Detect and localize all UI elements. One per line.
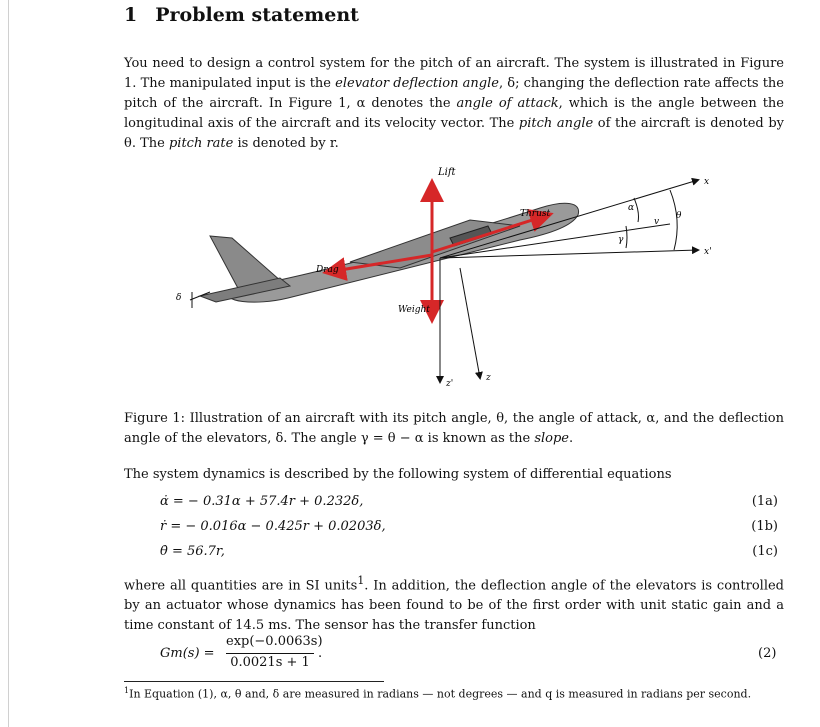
gamma-arc xyxy=(626,226,627,248)
caption-lead: Figure 1: xyxy=(124,411,190,426)
transfer-fraction xyxy=(226,634,323,670)
transfer-denominator: 0.0021s + 1 xyxy=(230,655,310,670)
footnote xyxy=(124,684,751,702)
equation-number-2: (2) xyxy=(758,646,777,661)
equation-body: θ̇ = 56.7r, xyxy=(160,544,225,559)
dynamics-text-1: where all quantities are in SI units xyxy=(124,578,358,594)
x-prime-axis xyxy=(440,250,698,258)
caption-em-slope: slope xyxy=(534,431,569,446)
theta-label: θ xyxy=(676,211,682,221)
equation-number: (1c) xyxy=(752,544,778,559)
intro-text-4: of the aircraft is denoted by θ. The xyxy=(124,116,785,151)
alpha-label: α xyxy=(628,203,635,213)
alpha-arc xyxy=(634,198,639,222)
intro-em-pitch-angle: pitch angle xyxy=(518,116,594,131)
intro-em-pitch-rate: pitch rate xyxy=(168,136,234,151)
equation-1c xyxy=(124,544,778,564)
fraction-bar xyxy=(226,653,314,654)
x-axis xyxy=(440,180,698,258)
z-prime-label: z' xyxy=(446,379,454,389)
section-title: Problem statement xyxy=(155,4,359,26)
equation-number: (1b) xyxy=(751,519,778,534)
thrust-label: Thrust xyxy=(520,209,551,219)
caption-end: . xyxy=(569,431,574,446)
delta-label: δ xyxy=(176,293,182,303)
caption-text: Illustration of an aircraft with its pitch angle, θ, the angle of attack, α, and the deflection angle of the elevators, δ. The angle γ = θ − α is known as the xyxy=(124,411,785,446)
intro-text-3: , which is the angle between the longitudinal axis of the aircraft and its velocity vector. The xyxy=(124,96,784,131)
drag-label: Drag xyxy=(316,265,339,275)
intro-paragraph xyxy=(124,54,784,154)
equation-body: α̇ = − 0.31α + 57.4r + 0.232δ, xyxy=(160,494,364,509)
footnote-marker: 1 xyxy=(357,574,365,587)
weight-label: Weight xyxy=(398,305,430,315)
figure-caption xyxy=(124,409,784,449)
system-intro: The system dynamics is described by the following system of differential equations xyxy=(124,467,672,482)
x-prime-label: x' xyxy=(704,247,712,257)
intro-text-5: is denoted by r. xyxy=(233,136,339,151)
aircraft-diagram xyxy=(170,160,730,395)
section-heading xyxy=(124,4,359,26)
gamma-label: γ xyxy=(618,235,624,245)
equation-number: (1a) xyxy=(751,494,778,509)
equation-1b xyxy=(124,519,778,539)
x-label: x xyxy=(704,177,710,187)
transfer-lhs: Gm(s) = xyxy=(160,646,215,661)
footnote-rule xyxy=(124,681,384,682)
equation-1a xyxy=(124,494,778,514)
intro-text-1: You need to design a control system for the pitch of an aircraft. The system is illustrated in Figure 1. The manipulated input is the xyxy=(124,56,784,91)
equation-body: ṙ = − 0.016α − 0.425r + 0.0203δ, xyxy=(160,519,386,534)
dynamics-paragraph xyxy=(124,571,784,636)
transfer-numerator: exp(−0.0063s) xyxy=(226,634,323,649)
intro-text-2: , δ; changing the deflection rate affects the pitch of the aircraft. In Figure 1, α denotes the xyxy=(124,76,784,111)
z-axis xyxy=(460,268,480,378)
transfer-punct: . xyxy=(318,646,323,661)
page-edge-line xyxy=(8,0,9,727)
footnote-text: In Equation (1), α, θ and, δ are measured in radians — not degrees — and q is measured in radians per second. xyxy=(129,687,752,701)
lift-label: Lift xyxy=(438,167,456,178)
section-number: 1 xyxy=(124,4,138,26)
v-label: v xyxy=(654,217,660,227)
intro-em-attack: angle of attack xyxy=(456,96,559,111)
footnote-mark: 1 xyxy=(124,686,130,695)
z-label: z xyxy=(486,373,491,383)
aircraft-figure xyxy=(170,160,730,395)
dynamics-text-2: . In addition, the deflection angle of the elevators is controlled by an actuator whose dynamics has been found to be of the first order with unit static gain and a time constant of 14.5 ms. The sensor has the transfer function xyxy=(124,578,784,634)
intro-em-elevator: elevator deflection angle xyxy=(335,76,499,91)
